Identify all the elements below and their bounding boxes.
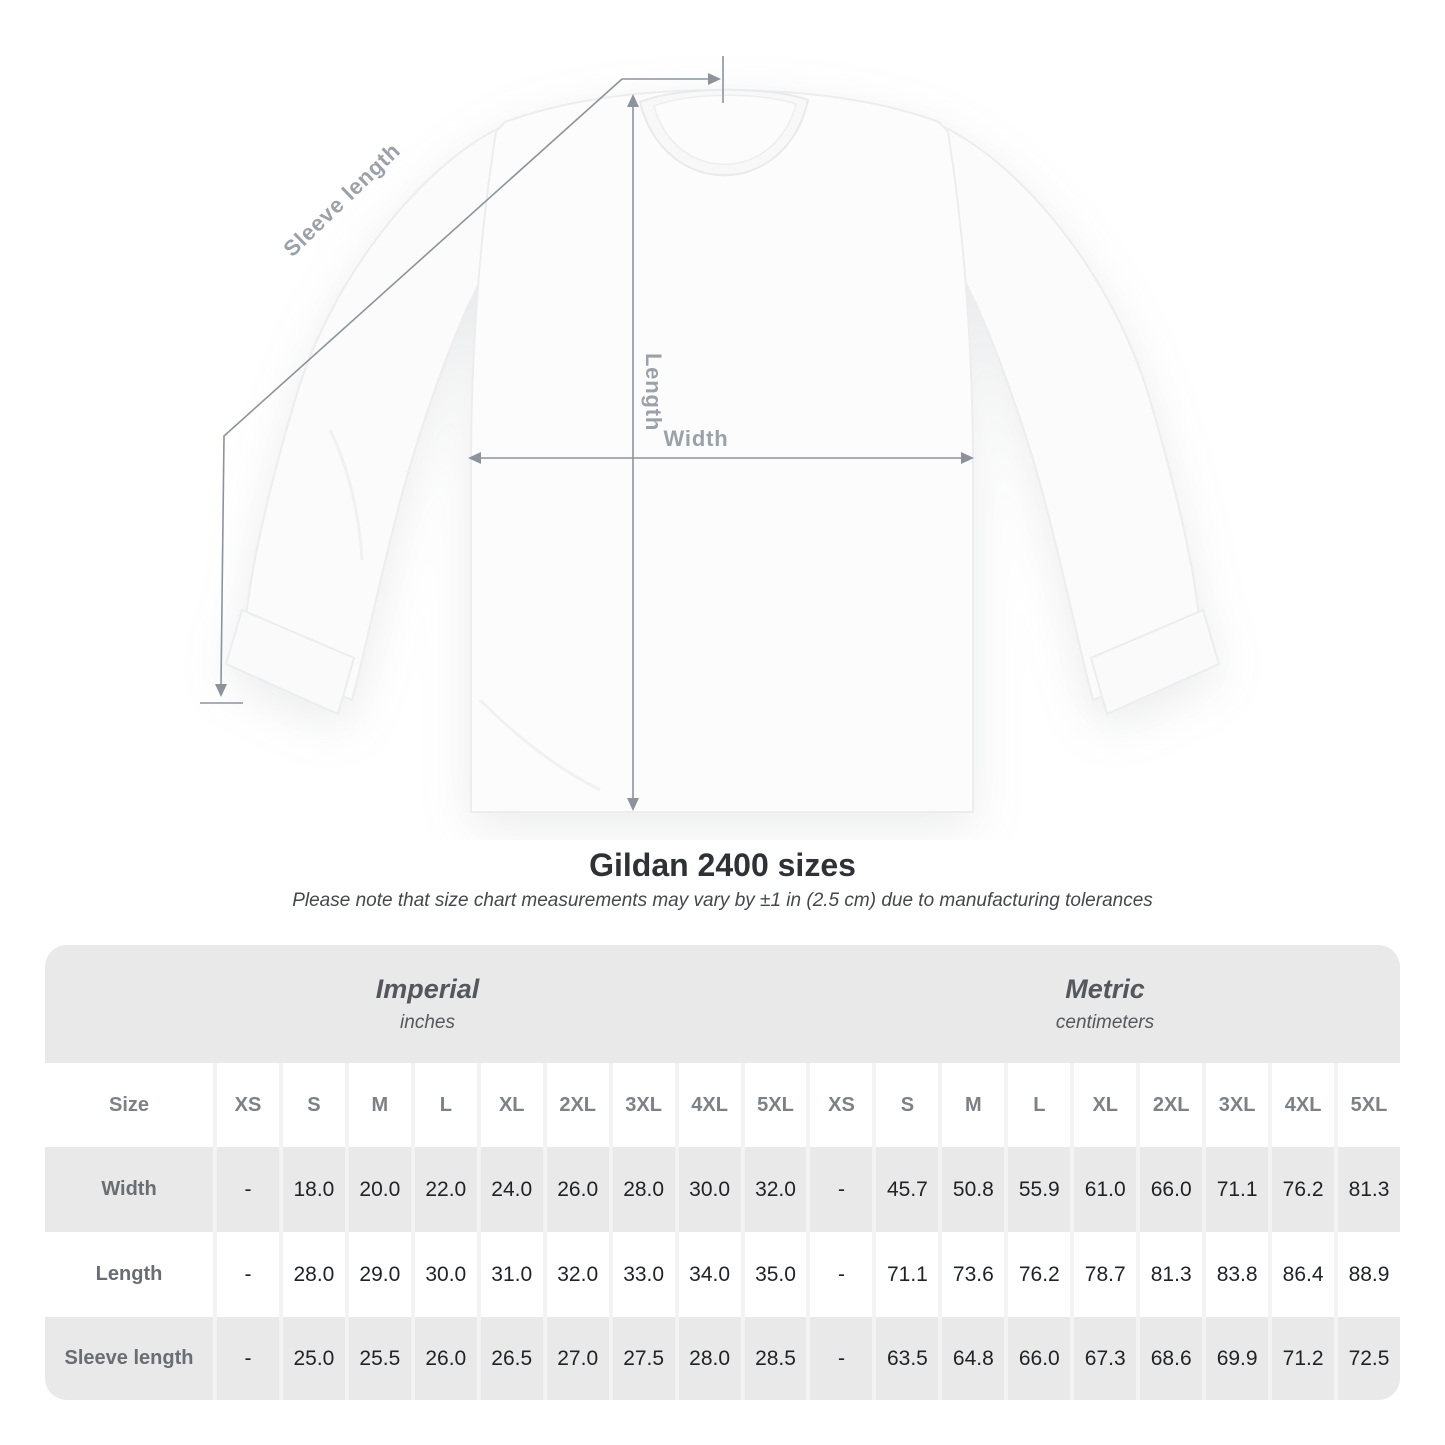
sleeve-length-label: Sleeve length (278, 137, 406, 262)
column-header-imperial-xl: XL (481, 1063, 543, 1147)
metric-group-header (810, 945, 1400, 1063)
table-cell: 67.3 (1074, 1317, 1136, 1400)
column-header-imperial-m: M (349, 1063, 411, 1147)
table-cell: 28.0 (613, 1147, 675, 1232)
table-cell: 66.0 (1008, 1317, 1070, 1400)
table-cell: 30.0 (679, 1147, 741, 1232)
row-label: Width (45, 1147, 213, 1232)
table-cell: 86.4 (1272, 1232, 1334, 1317)
column-header-imperial-l: L (415, 1063, 477, 1147)
table-cell: 30.0 (415, 1232, 477, 1317)
table-cell: 83.8 (1206, 1232, 1268, 1317)
heading-block (0, 846, 1445, 912)
table-cell: 34.0 (679, 1232, 741, 1317)
size-grid (45, 1063, 1400, 1400)
size-column-header: Size (45, 1063, 213, 1147)
table-cell: 72.5 (1338, 1317, 1400, 1400)
width-label: Width (663, 426, 729, 451)
column-header-imperial-2xl: 2XL (547, 1063, 609, 1147)
table-cell: 76.2 (1008, 1232, 1070, 1317)
shirt-body (471, 90, 973, 812)
table-cell: 27.0 (547, 1317, 609, 1400)
table-cell: 20.0 (349, 1147, 411, 1232)
table-cell: 25.0 (283, 1317, 345, 1400)
metric-title: Metric (1065, 974, 1145, 1004)
table-cell: 55.9 (1008, 1147, 1070, 1232)
table-cell: - (217, 1232, 279, 1317)
table-cell: - (810, 1232, 872, 1317)
table-cell: - (217, 1147, 279, 1232)
table-cell: 66.0 (1140, 1147, 1202, 1232)
column-header-imperial-xs: XS (217, 1063, 279, 1147)
table-cell: 32.0 (745, 1147, 807, 1232)
table-cell: 69.9 (1206, 1317, 1268, 1400)
table-cell: 32.0 (547, 1232, 609, 1317)
tolerance-note: Please note that size chart measurements may vary by ±1 in (2.5 cm) due to manufacturing tolerances (292, 890, 1153, 911)
column-header-imperial-5xl: 5XL (745, 1063, 807, 1147)
table-cell: 26.5 (481, 1317, 543, 1400)
column-header-metric-3xl: 3XL (1206, 1063, 1268, 1147)
table-cell: 76.2 (1272, 1147, 1334, 1232)
imperial-group-header (45, 945, 810, 1063)
table-cell: 81.3 (1140, 1232, 1202, 1317)
table-cell: 61.0 (1074, 1147, 1136, 1232)
metric-unit: centimeters (1055, 1012, 1155, 1033)
column-header-metric-s: S (876, 1063, 938, 1147)
row-label: Length (45, 1232, 213, 1317)
column-header-metric-2xl: 2XL (1140, 1063, 1202, 1147)
table-cell: 63.5 (876, 1317, 938, 1400)
shirt-right-sleeve (940, 125, 1199, 700)
table-cell: 45.7 (876, 1147, 938, 1232)
table-cell: - (810, 1147, 872, 1232)
table-cell: 71.2 (1272, 1317, 1334, 1400)
shirt-left-sleeve (246, 125, 505, 700)
table-cell: 24.0 (481, 1147, 543, 1232)
table-cell: 28.5 (745, 1317, 807, 1400)
table-cell: 22.0 (415, 1147, 477, 1232)
column-header-metric-l: L (1008, 1063, 1070, 1147)
table-cell: 88.9 (1338, 1232, 1400, 1317)
column-header-metric-5xl: 5XL (1338, 1063, 1400, 1147)
table-cell: 28.0 (283, 1232, 345, 1317)
table-cell: 18.0 (283, 1147, 345, 1232)
table-cell: - (217, 1317, 279, 1400)
table-cell: 68.6 (1140, 1317, 1202, 1400)
length-label: Length (641, 352, 666, 432)
table-cell: 33.0 (613, 1232, 675, 1317)
table-cell: 35.0 (745, 1232, 807, 1317)
unit-group-band (45, 945, 1400, 1063)
column-header-metric-4xl: 4XL (1272, 1063, 1334, 1147)
table-cell: 71.1 (1206, 1147, 1268, 1232)
table-cell: 31.0 (481, 1232, 543, 1317)
row-label: Sleeve length (45, 1317, 213, 1400)
table-cell: 25.5 (349, 1317, 411, 1400)
column-header-metric-xl: XL (1074, 1063, 1136, 1147)
table-cell: 26.0 (415, 1317, 477, 1400)
table-cell: 29.0 (349, 1232, 411, 1317)
table-cell: 27.5 (613, 1317, 675, 1400)
imperial-title: Imperial (375, 974, 480, 1004)
table-cell: - (810, 1317, 872, 1400)
table-cell: 81.3 (1338, 1147, 1400, 1232)
column-header-metric-xs: XS (810, 1063, 872, 1147)
table-cell: 64.8 (942, 1317, 1004, 1400)
table-cell: 73.6 (942, 1232, 1004, 1317)
imperial-unit: inches (400, 1012, 455, 1033)
column-header-imperial-s: S (283, 1063, 345, 1147)
column-header-imperial-4xl: 4XL (679, 1063, 741, 1147)
table-cell: 71.1 (876, 1232, 938, 1317)
table-cell: 28.0 (679, 1317, 741, 1400)
size-chart (45, 945, 1400, 1400)
column-header-imperial-3xl: 3XL (613, 1063, 675, 1147)
table-cell: 26.0 (547, 1147, 609, 1232)
table-cell: 78.7 (1074, 1232, 1136, 1317)
column-header-metric-m: M (942, 1063, 1004, 1147)
page-title: Gildan 2400 sizes (589, 847, 856, 883)
table-cell: 50.8 (942, 1147, 1004, 1232)
